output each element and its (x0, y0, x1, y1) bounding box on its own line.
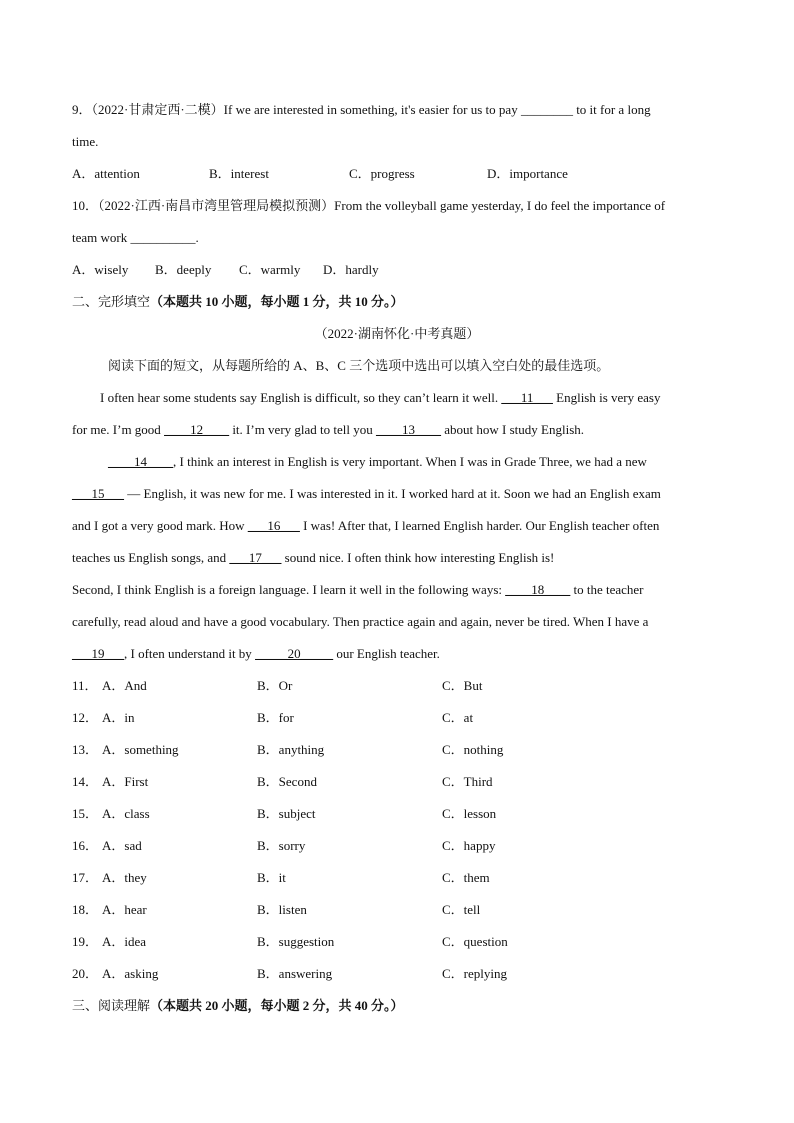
choice-option-b[interactable]: B．suggestion (257, 934, 335, 949)
document-page (72, 94, 722, 1022)
blank-19[interactable]: ___19___ (72, 646, 124, 661)
choice-option-a[interactable]: A．asking (102, 966, 159, 981)
choice-number: 14． (72, 774, 99, 789)
choice-option-b[interactable]: B．sorry (257, 838, 306, 853)
passage-line-4 (72, 478, 722, 510)
choice-option-a[interactable]: A．something (102, 742, 179, 757)
blank-17[interactable]: ___17___ (229, 550, 282, 565)
choice-number: 19． (72, 934, 99, 949)
choice-number: 11． (72, 678, 98, 693)
section3-prefix: 三、阅读理解 (72, 998, 151, 1013)
q9-option-d[interactable]: D．importance (487, 166, 568, 181)
q9-stem-line1: 9．（2022·甘肃定西·二模）If we are interested in something, it's easier for us to pay ________ to it for a long (72, 102, 651, 117)
choice-number: 15． (72, 806, 99, 821)
passage-text: to the teacher (570, 582, 644, 597)
q10-stem-line1: 10．（2022·江西·南昌市湾里管理局模拟预测）From the volleyball game yesterday, I do feel the importance of (72, 198, 666, 213)
choice-row (72, 798, 722, 830)
choice-option-b[interactable]: B．it (257, 870, 286, 885)
blank-13[interactable]: ____13____ (376, 422, 442, 437)
q10-option-a[interactable]: A．wisely (72, 262, 129, 277)
choice-option-a[interactable]: A．First (102, 774, 149, 789)
choice-option-a[interactable]: A．they (102, 870, 147, 885)
choice-option-b[interactable]: B．for (257, 710, 294, 725)
q10-stem-line2: team work __________. (72, 230, 199, 245)
choice-option-b[interactable]: B．subject (257, 806, 316, 821)
passage-text: , I often understand it by (124, 646, 256, 661)
passage-text: and I got a very good mark. How (72, 518, 248, 533)
passage-text: teaches us English songs, and (72, 550, 230, 565)
choice-option-a[interactable]: A．idea (102, 934, 147, 949)
passage-line-6 (72, 542, 722, 574)
choice-row (72, 734, 722, 766)
passage-line-1 (72, 382, 722, 414)
choice-option-c[interactable]: C．question (442, 934, 508, 949)
choice-option-a[interactable]: A．in (102, 710, 135, 725)
q10-option-b[interactable]: B．deeply (155, 262, 212, 277)
q10-option-d[interactable]: D．hardly (323, 262, 379, 277)
passage-text: I was! After that, I learned English harder. Our English teacher often (299, 518, 660, 533)
section2-title: （本题共 10 小题，每小题 1 分，共 10 分。） (150, 294, 404, 309)
blank-20[interactable]: _____20_____ (255, 646, 334, 661)
passage-line-8: carefully, read aloud and have a good vocabulary. Then practice again and again, never be tired. When I have a (72, 614, 649, 629)
passage-line-7 (72, 574, 722, 606)
choice-number: 18． (72, 902, 99, 917)
blank-14[interactable]: ____14____ (108, 454, 173, 469)
blank-18[interactable]: ____18____ (505, 582, 571, 597)
passage-text: — English, it was new for me. I was interested in it. I worked hard at it. Soon we had an English exam (124, 486, 661, 501)
q10-options (72, 254, 722, 286)
choice-option-c[interactable]: C．replying (442, 966, 507, 981)
section2-source: （2022·湖南怀化·中考真题） (314, 326, 480, 341)
passage-text: about how I study English. (441, 422, 585, 437)
choice-row (72, 894, 722, 926)
choice-option-c[interactable]: C．happy (442, 838, 496, 853)
section3-title: （本题共 20 小题，每小题 2 分，共 40 分。） (150, 998, 404, 1013)
passage-text: Second, I think English is a foreign language. I learn it well in the following ways: (72, 582, 506, 597)
choice-option-a[interactable]: A．sad (102, 838, 142, 853)
choice-option-c[interactable]: C．Third (442, 774, 493, 789)
passage-line-9 (72, 638, 722, 670)
passage-line-5 (72, 510, 722, 542)
choice-number: 17． (72, 870, 99, 885)
q9-option-a[interactable]: A．attention (72, 166, 140, 181)
choice-option-c[interactable]: C．nothing (442, 742, 504, 757)
choice-option-c[interactable]: C．them (442, 870, 490, 885)
section2-instruction: 阅读下面的短文，从每题所给的 A、B、C 三个选项中选出可以填入空白处的最佳选项。 (108, 358, 610, 373)
choice-option-a[interactable]: A．And (102, 678, 147, 693)
q9-option-c[interactable]: C．progress (349, 166, 415, 181)
choice-row (72, 862, 722, 894)
choice-option-c[interactable]: C．lesson (442, 806, 497, 821)
passage-text: sound nice. I often think how interesting English is! (281, 550, 555, 565)
blank-15[interactable]: ___15___ (72, 486, 124, 501)
q10-option-c[interactable]: C．warmly (239, 262, 301, 277)
q9-stem-line2: time. (72, 134, 99, 149)
choices-list (72, 670, 722, 990)
choice-row (72, 766, 722, 798)
choice-option-c[interactable]: C．But (442, 678, 483, 693)
choice-option-a[interactable]: A．hear (102, 902, 147, 917)
choice-number: 12． (72, 710, 99, 725)
choice-option-c[interactable]: C．tell (442, 902, 481, 917)
section2-prefix: 二、完形填空 (72, 294, 151, 309)
q9-options (72, 158, 722, 190)
choice-row (72, 958, 722, 990)
passage-text: it. I’m very glad to tell you (229, 422, 377, 437)
choice-option-b[interactable]: B．answering (257, 966, 333, 981)
choice-option-b[interactable]: B．anything (257, 742, 325, 757)
passage-line-3 (72, 446, 722, 478)
passage-line-2 (72, 414, 722, 446)
choice-number: 16． (72, 838, 99, 853)
passage-text: English is very easy (552, 390, 661, 405)
choice-number: 13． (72, 742, 99, 757)
choice-option-a[interactable]: A．class (102, 806, 150, 821)
choice-row (72, 670, 722, 702)
passage-text: , I think an interest in English is very important. When I was in Grade Three, we had a new (173, 454, 647, 469)
passage-text: our English teacher. (333, 646, 440, 661)
blank-12[interactable]: ____12____ (164, 422, 230, 437)
choice-number: 20． (72, 966, 99, 981)
passage-text: I often hear some students say English is difficult, so they can’t learn it well. (100, 390, 502, 405)
q9-option-b[interactable]: B．interest (209, 166, 269, 181)
choice-option-b[interactable]: B．Or (257, 678, 293, 693)
choice-option-b[interactable]: B．Second (257, 774, 317, 789)
blank-11[interactable]: ___11___ (501, 390, 553, 405)
blank-16[interactable]: ___16___ (247, 518, 300, 533)
section2-heading (72, 286, 722, 318)
choice-option-b[interactable]: B．listen (257, 902, 307, 917)
choice-row (72, 926, 722, 958)
choice-row (72, 702, 722, 734)
choice-option-c[interactable]: C．at (442, 710, 474, 725)
passage-text: for me. I’m good (72, 422, 165, 437)
choice-row (72, 830, 722, 862)
section3-heading (72, 990, 722, 1022)
